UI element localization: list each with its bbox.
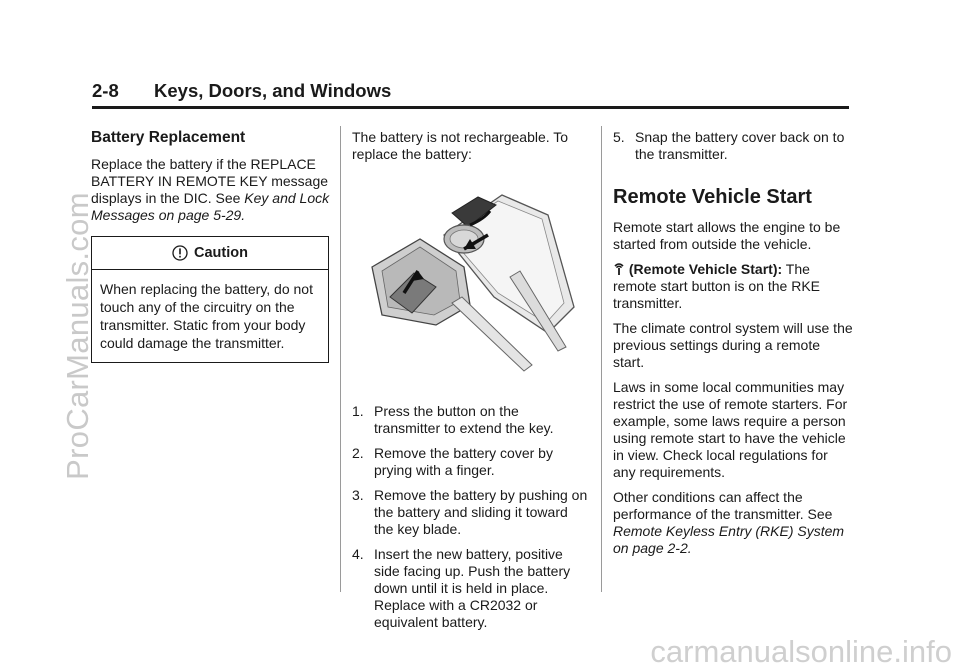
step-text: Press the button on the transmitter to extend the key. [374, 403, 554, 436]
column-divider-2 [601, 126, 602, 592]
watermark-text: ProCarManuals.com [60, 192, 95, 480]
step-number: 4. [352, 546, 364, 562]
rke-system-link[interactable]: Remote Keyless Entry (RKE) System on page 2-2. [613, 523, 845, 556]
list-item [613, 129, 853, 163]
column-right [613, 129, 853, 565]
step-text: Insert the new battery, positive side facing up. Push the battery down until it is held in place. Replace with a CR2032 or equivalent battery. [374, 546, 571, 630]
step-text: Remove the battery by pushing on the battery and sliding it toward the key blade. [374, 487, 588, 537]
caution-text: When replacing the battery, do not touch any of the circuitry on the transmitter. Static from your body could damage the transmitter. [100, 281, 313, 351]
step-number: 3. [352, 487, 364, 503]
step-number: 5. [613, 129, 625, 145]
laws-paragraph: Laws in some local communities may restrict the use of remote starters. For example, some laws require a person using remote start to have the vehicle in view. Check local regulations for any requirements. [613, 379, 848, 480]
remote-start-button-paragraph [613, 261, 853, 312]
battery-text: Replace the battery if the REPLACE BATTERY IN REMOTE KEY message displays in the DIC. See [91, 156, 329, 206]
list-item [352, 546, 588, 631]
battery-heading: Battery Replacement [91, 129, 246, 146]
step-text: Snap the battery cover back on to the transmitter. [635, 129, 845, 162]
list-item [352, 403, 588, 437]
remote-start-icon [613, 262, 625, 276]
caution-box [91, 236, 329, 363]
step-number: 1. [352, 403, 364, 419]
key-fob-battery-illustration [352, 175, 588, 389]
caution-icon [172, 245, 188, 261]
intro-text: The battery is not rechargeable. To replace the battery: [352, 129, 569, 162]
remote-start-heading: Remote Vehicle Start [613, 186, 812, 208]
key-lock-messages-link[interactable]: Key and Lock Messages on page 5-29. [91, 190, 330, 223]
column-left [91, 129, 331, 363]
page-number: 2-8 [92, 80, 119, 101]
list-item [352, 445, 588, 479]
footer-watermark: carmanualsonline.info [650, 634, 952, 669]
step-number: 2. [352, 445, 364, 461]
conditions-text: Other conditions can affect the performance of the transmitter. See [613, 489, 833, 522]
battery-steps-list [352, 403, 588, 631]
column-middle [352, 129, 588, 639]
remote-start-intro: Remote start allows the engine to be started from outside the vehicle. [613, 219, 841, 252]
battery-paragraph [91, 156, 331, 224]
caution-header [92, 237, 328, 270]
remote-start-label: (Remote Vehicle Start): [628, 261, 783, 277]
climate-paragraph: The climate control system will use the previous settings during a remote start. [613, 320, 853, 370]
section-title: Keys, Doors, and Windows [154, 80, 392, 101]
conditions-paragraph [613, 489, 853, 557]
list-item [352, 487, 588, 538]
page-header [92, 80, 849, 109]
battery-steps-continued [613, 129, 853, 163]
step-text: Remove the battery cover by prying with a finger. [374, 445, 553, 478]
caution-title: Caution [194, 244, 248, 261]
remote-start-button-text: The remote start button is on the RKE transmitter. [613, 261, 820, 311]
column-divider-1 [340, 126, 341, 592]
